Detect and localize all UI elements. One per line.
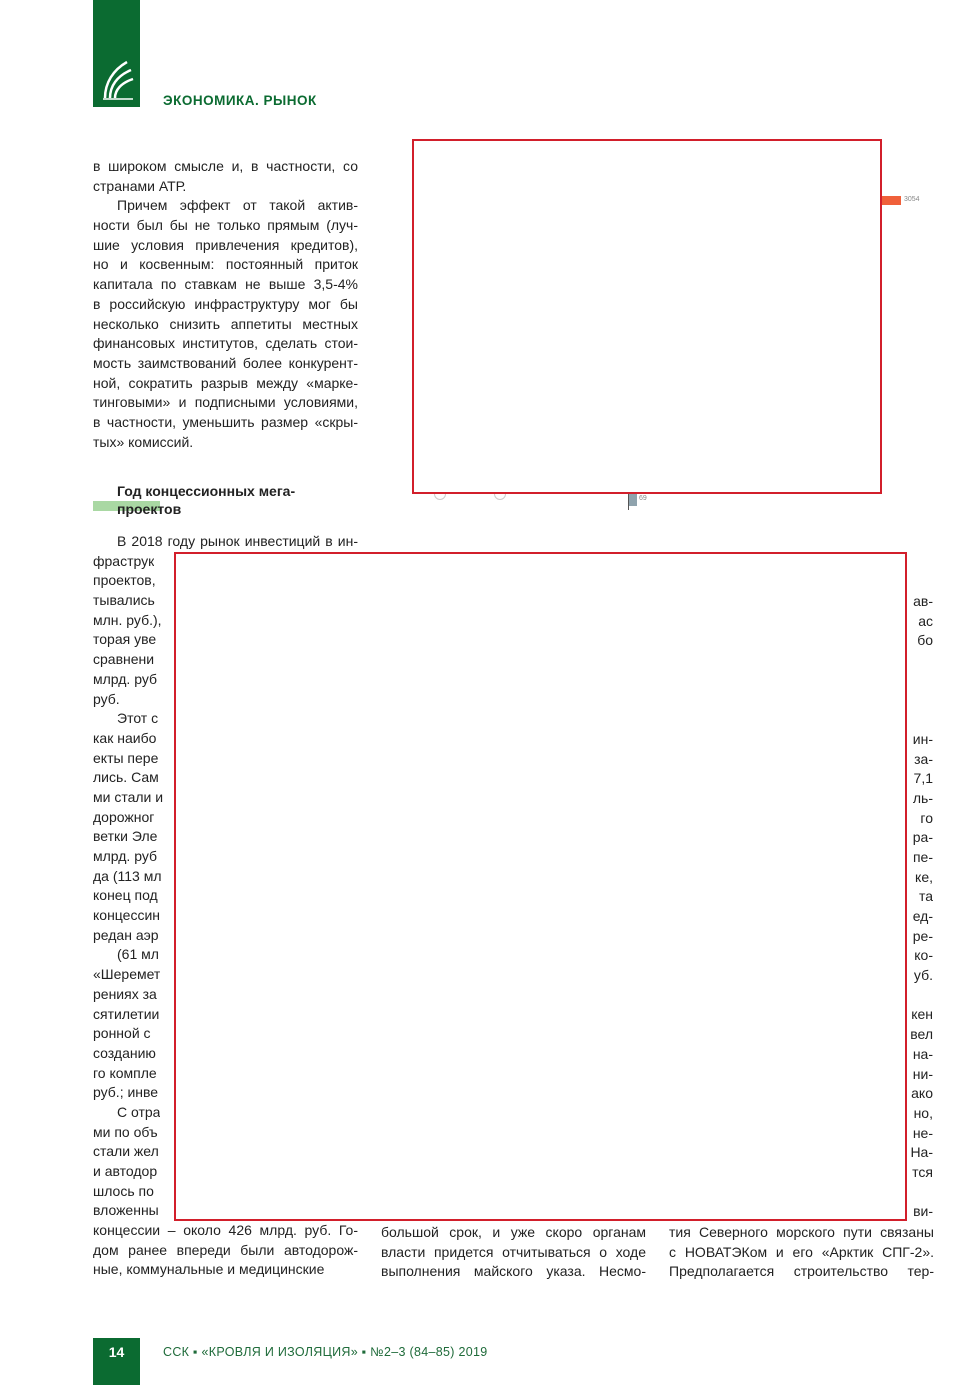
text-line: да (113 мл (93, 867, 162, 884)
text-line: концессин (93, 907, 160, 924)
page-number: 14 (93, 1338, 140, 1385)
text-line: ед- (912, 908, 933, 924)
text-line: та (918, 888, 933, 905)
text-line: мость заимствований более конкурент- (93, 354, 358, 371)
text-column-right-fragments (893, 592, 933, 1222)
text-column-middle (381, 1223, 646, 1282)
text-line: ные, коммунальные и медицинские (93, 1261, 325, 1278)
section-title: ЭКОНОМИКА. РЫНОК (163, 93, 317, 108)
text-line: вложенны (93, 1202, 159, 1219)
text-line: проектов, (93, 572, 156, 589)
text-line: бо (917, 632, 933, 649)
text-line: с НОВАТЭКом и его «Арктик СПГ-2». (669, 1243, 934, 1260)
text-line: большой срок, и уже скоро органам (381, 1224, 646, 1240)
text-line: На- (910, 1144, 933, 1161)
text-line: руб. (93, 690, 120, 707)
text-line: го компле (93, 1064, 157, 1081)
text-line: ль- (912, 789, 933, 806)
ssk-logo-icon (99, 58, 135, 102)
text-line: но, (913, 1104, 933, 1121)
figure-placeholder-top (412, 139, 882, 494)
text-line: ас (918, 612, 933, 629)
subheading (117, 482, 357, 518)
text-line: сятилетии (93, 1005, 160, 1022)
text-line: В 2018 году рынок инвестиций в ин- (117, 533, 358, 549)
text-line: млн. руб.), (93, 611, 162, 628)
text-line: тывались (93, 592, 155, 609)
text-line: ре- (912, 927, 933, 944)
text-line: как наибо (93, 729, 157, 746)
text-line: ко- (914, 947, 933, 964)
text-line: несколько снизить аппетиты местных (93, 315, 358, 332)
chart-bar-bottom-label: 69 (639, 495, 647, 502)
text-line: тых» комиссий. (93, 433, 194, 450)
text-line: ветки Эле (93, 828, 158, 845)
text-line: «Шеремет (93, 966, 161, 983)
text-line: уб. (913, 967, 933, 984)
chart-bar-bottom (629, 494, 637, 506)
text-line: Этот с (117, 710, 159, 727)
text-line: рениях за (93, 985, 157, 1002)
text-line: и автодор (93, 1163, 158, 1179)
text-line: сравнени (93, 651, 155, 668)
text-line: тся (912, 1163, 933, 1180)
text-line: вел (910, 1026, 933, 1043)
text-line: ин- (912, 730, 933, 747)
text-line: ми стали и (93, 788, 164, 805)
text-line: стали жел (93, 1143, 159, 1160)
text-line: власти придется отчитываться о ходе (381, 1243, 646, 1260)
text-line: ронной с (93, 1025, 151, 1042)
subheading-line: проектов (117, 501, 182, 517)
text-line: пе- (912, 848, 933, 865)
text-line: ни- (912, 1065, 933, 1082)
text-line: ав- (913, 593, 933, 609)
text-line: тинговыми» и подписными условиями, (93, 394, 358, 411)
text-line: ра- (912, 829, 933, 846)
text-line: (61 мл (117, 946, 159, 963)
text-line: в российскую инфраструктуру мог бы (93, 295, 358, 312)
text-line: капитала по ставкам не выше 3,5-4% (93, 276, 358, 293)
text-line: дорожног (93, 808, 155, 825)
text-column-right (669, 1223, 934, 1282)
text-line: в частности, уменьшить размер «скры- (93, 413, 358, 430)
text-line: за- (914, 750, 933, 767)
text-line: С отра (117, 1103, 161, 1120)
text-line: ке, (915, 868, 933, 885)
text-line: в широком смысле и, в частности, со (93, 158, 358, 174)
text-line: редан аэр (93, 926, 159, 943)
journal-footer: ССК ▪ «КРОВЛЯ И ИЗОЛЯЦИЯ» ▪ №2–3 (84–85) 2019 (163, 1345, 488, 1359)
text-line: странами АТР. (93, 177, 187, 194)
text-line: конец под (93, 887, 158, 904)
text-line: ви- (913, 1203, 933, 1220)
text-line: го (920, 809, 933, 826)
text-line: ако (911, 1085, 933, 1102)
text-line: фраструк (93, 552, 155, 569)
text-line: млрд. руб (93, 848, 158, 864)
text-line: созданию (93, 1044, 156, 1061)
text-line: не- (912, 1124, 933, 1141)
text-line: шлось по (93, 1182, 154, 1199)
text-line: Предполагается строительство тер- (669, 1263, 934, 1280)
text-line: ности был бы не только прямым (луч- (93, 217, 358, 234)
text-column-top (93, 157, 358, 452)
text-line: дом ранее впереди были автодорож- (93, 1241, 358, 1258)
text-line: но и косвенным: постоянный приток (93, 256, 358, 273)
text-line: на- (912, 1045, 933, 1062)
subheading-line: Год концессионных мега- (117, 483, 296, 499)
text-line: 7,1 (913, 770, 933, 787)
text-line: руб.; инве (93, 1084, 159, 1101)
chart-bar-top-label: 3054 (904, 196, 920, 203)
text-line: ми по объ (93, 1123, 158, 1140)
text-line: финансовых институтов, сделать стои- (93, 335, 358, 352)
text-column-bottom (93, 532, 358, 1280)
header-green-bar (93, 0, 140, 107)
text-line: млрд. руб (93, 670, 158, 687)
text-line: Причем эффект от такой актив- (117, 197, 358, 214)
text-line: торая уве (93, 631, 157, 648)
text-line: выполнения майского указа. Несмо- (381, 1263, 646, 1280)
chart-bar-top (881, 196, 901, 205)
text-line: ной, сократить разрыв между «марке- (93, 374, 358, 391)
text-line: концессии – около 426 млрд. руб. Го- (93, 1222, 358, 1239)
text-line: екты пере (93, 749, 159, 766)
text-line: тия Северного морского пути связаны (669, 1224, 934, 1240)
text-line: кен (911, 1006, 933, 1023)
text-line: шие условия привлечения кредитов), (93, 236, 358, 253)
text-line: лись. Сам (93, 769, 159, 786)
